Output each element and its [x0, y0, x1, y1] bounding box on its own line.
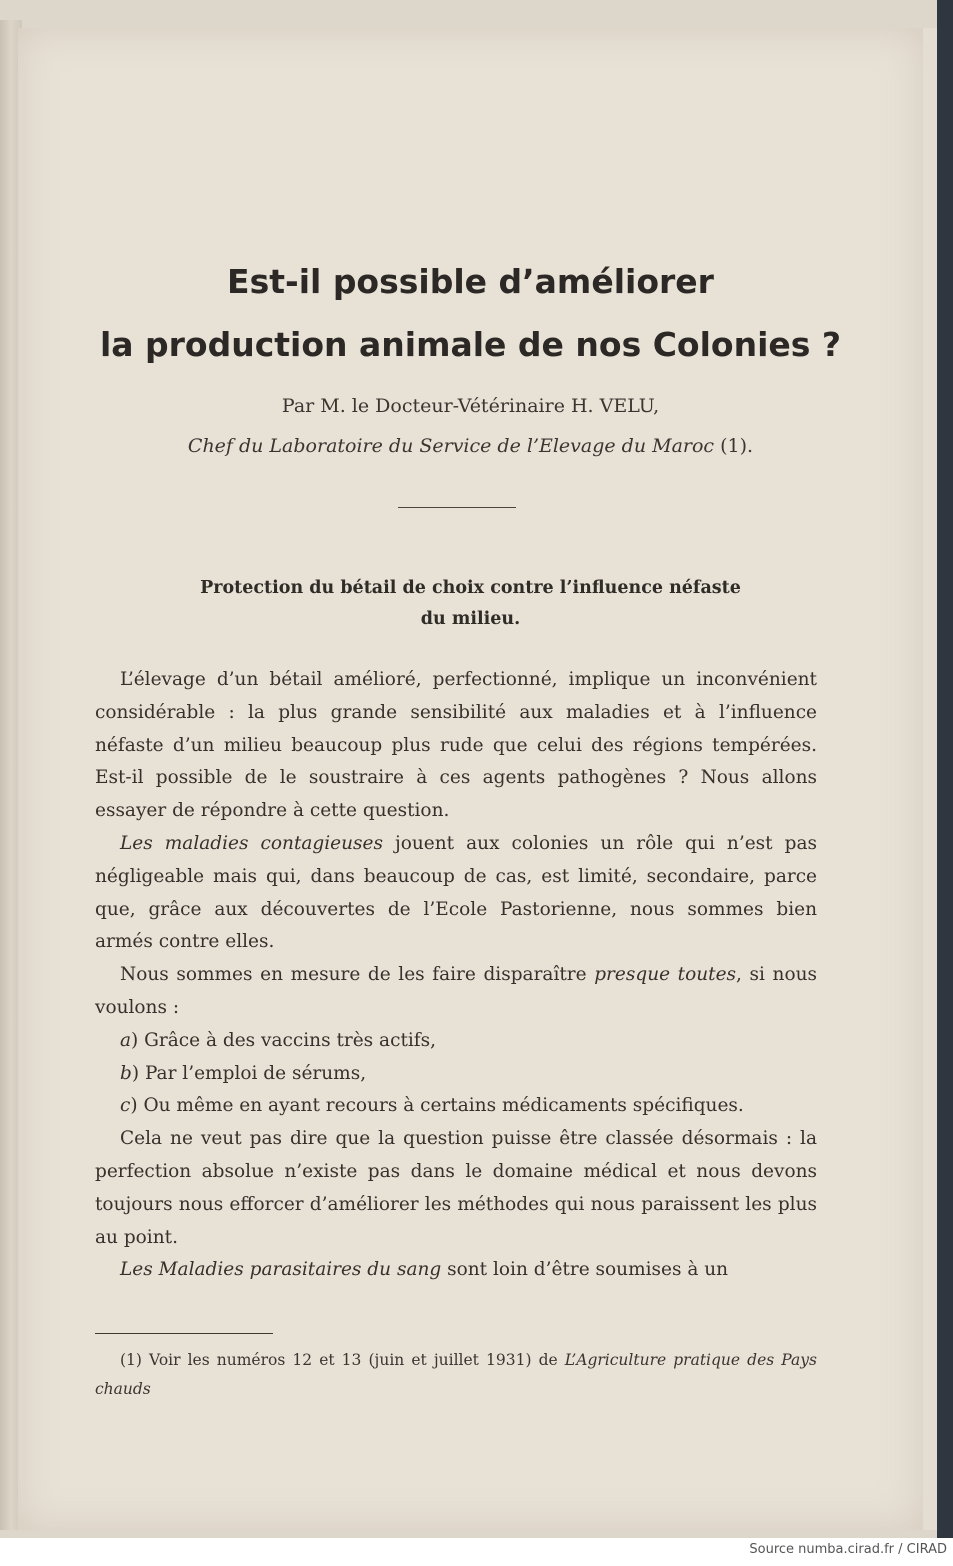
- page: [18, 28, 923, 1530]
- section-title: [88, 573, 853, 635]
- paragraph-5-text: sont loin d’être soumises à un: [441, 1259, 729, 1281]
- list-letter-a: a: [120, 1029, 132, 1051]
- list-letter-c: c: [120, 1095, 131, 1117]
- body-text: [95, 664, 817, 1287]
- separator-rule: [398, 507, 516, 508]
- author-line: Par M. le Docteur-Vétérinaire H. VELU,: [281, 395, 660, 417]
- footnote: [95, 1346, 817, 1404]
- footnote-text: (1) Voir les numéros 12 et 13 (juin et juillet 1931) de: [120, 1351, 565, 1369]
- affiliation-line: [18, 435, 923, 457]
- book-spine: [937, 0, 953, 1538]
- list-text-b: ) Par l’emploi de sérums,: [131, 1062, 367, 1084]
- title-line-1: Est-il possible d’améliorer: [227, 262, 714, 301]
- list-text-a: ) Grâce à des vaccins très actifs,: [131, 1029, 437, 1051]
- affiliation-note: (1).: [714, 435, 754, 457]
- title-line-2: la production animale de nos Colonies ?: [99, 325, 842, 364]
- paragraph-2-text: jouent aux colonies un rôle qui n’est pas négligeable mais qui, dans beaucoup de cas, est limité, secondaire, parce que, grâce aux découvertes de l’Ecole Pastorienne, nous sommes bien armés contre elles.: [95, 832, 817, 953]
- footnote-rule: [95, 1333, 273, 1334]
- page-edge-right: [923, 28, 937, 1530]
- affiliation-text: Chef du Laboratoire du Service de l’Elevage du Maroc: [187, 435, 715, 457]
- paragraph-4: Cela ne veut pas dire que la question puisse être classée désormais : la perfection absolue n’existe pas dans le domaine médical et nous devons toujours nous efforcer d’améliorer les méthodes qui nous paraissent les plus au point.: [95, 1128, 817, 1248]
- list-letter-b: b: [120, 1062, 132, 1084]
- list-item-a: [95, 1025, 817, 1058]
- section-title-line-2: du milieu.: [420, 609, 521, 629]
- paragraph-2-italic: Les maladies contagieuses: [120, 832, 383, 854]
- paragraph-5: [95, 1254, 817, 1287]
- source-credit: Source numba.cirad.fr / CIRAD: [749, 1542, 947, 1557]
- section-title-line-1: Protection du bétail de choix contre l’influence néfaste: [200, 578, 741, 598]
- list-text-c: ) Ou même en ayant recours à certains médicaments spécifiques.: [130, 1095, 744, 1117]
- paragraph-3: [95, 959, 817, 1025]
- paragraph-2: [95, 828, 817, 959]
- paragraph-3-italic: presque toutes: [594, 964, 737, 986]
- footnote-italic: L’Agriculture pratique des Pays chauds: [95, 1351, 817, 1398]
- paragraph-3-start: Nous sommes en mesure de les faire disparaître: [120, 964, 595, 986]
- list-item-c: [95, 1090, 817, 1123]
- paragraph-5-italic: Les Maladies parasitaires du sang: [120, 1259, 442, 1281]
- paragraph-1: L’élevage d’un bétail amélioré, perfectionné, implique un inconvénient considérable : la plus grande sensibilité aux maladies et à l’influence néfaste d’un milieu beaucoup plus rude que celui des régions tempérées. Est-il possible de le soustraire à ces agents pathogènes ? Nous allons essayer de répondre à cette question.: [95, 669, 817, 822]
- paragraph-3-end: , si nous voulons :: [95, 964, 818, 1018]
- list-item-b: [95, 1058, 817, 1091]
